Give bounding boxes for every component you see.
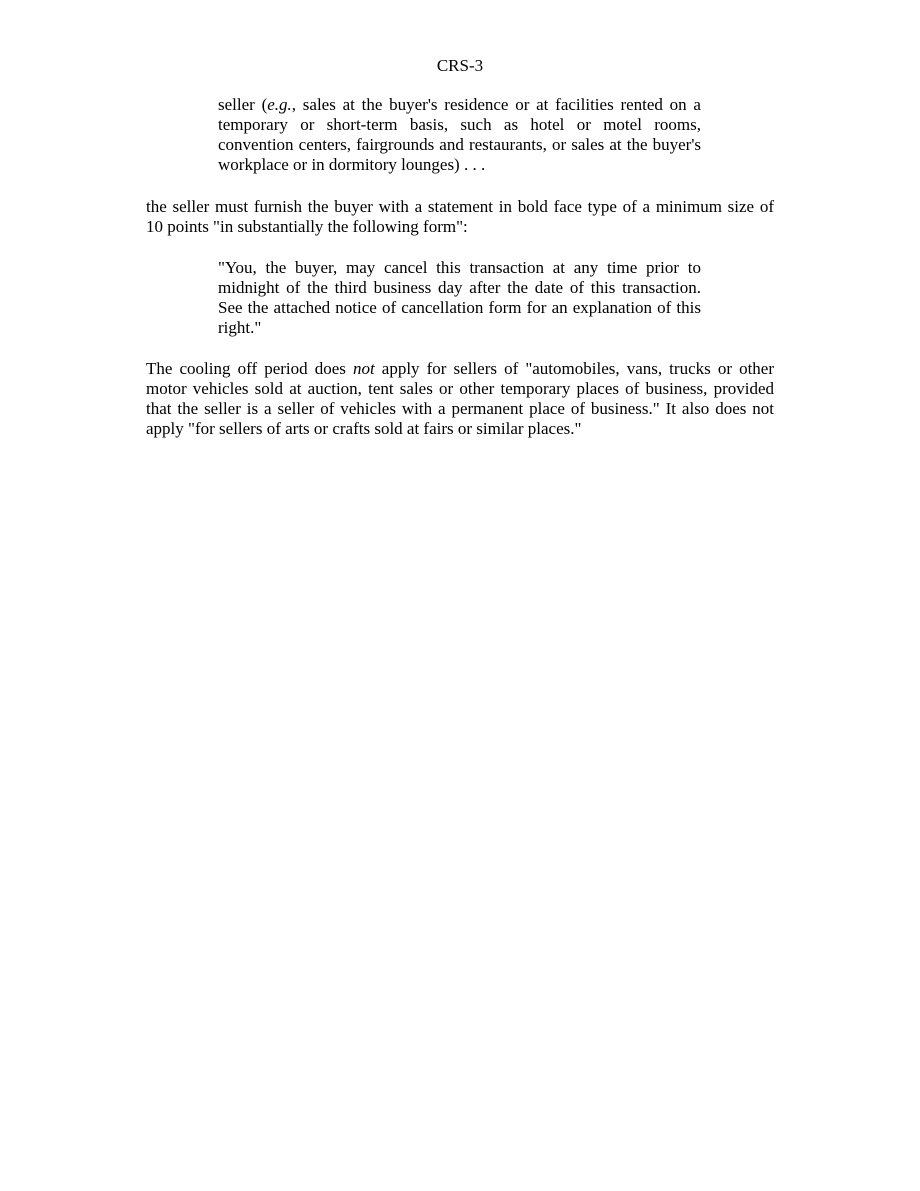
quote-line: temporary or short-term basis, such as hotel or motel rooms, [218,115,701,134]
quote-line: workplace or in dormitory lounges) . . . [218,155,486,174]
paragraph-cooling-off-exceptions [146,359,774,439]
quote-line: right." [218,318,262,337]
quote-line: convention centers, fairgrounds and restaurants, or sales at the buyer's [218,135,701,154]
block-quote-cancellation-notice [218,258,701,338]
italic-abbreviation: e.g. [267,95,292,114]
quote-text-segment: , sales at the buyer's residence or at facilities rented on a [291,95,701,114]
paragraph-line: apply "for sellers of arts or crafts sold at fairs or similar places." [146,419,582,438]
paragraph-line: 10 points "in substantially the following form": [146,217,468,236]
quote-line: "You, the buyer, may cancel this transaction at any time prior to [218,258,701,277]
page-number-header: CRS-3 [436,56,484,75]
paragraph-line: the seller must furnish the buyer with a statement in bold face type of a minimum size of [146,197,774,216]
block-quote-seller-definition [218,95,701,175]
paragraph-text-segment: apply for sellers of "automobiles, vans, trucks or other [374,359,774,378]
paragraph-statement-requirement [146,197,774,237]
quote-line [218,95,701,115]
italic-emphasis: not [352,359,375,378]
paragraph-text-segment: The cooling off period does [146,359,353,378]
quote-line: midnight of the third business day after the date of this transaction. [218,278,701,297]
paragraph-line: that the seller is a seller of vehicles with a permanent place of business." It also does not [146,399,774,418]
paragraph-line [146,359,774,379]
quote-text-segment: seller ( [218,95,268,114]
paragraph-line: motor vehicles sold at auction, tent sales or other temporary places of business, provided [146,379,774,398]
quote-line: See the attached notice of cancellation form for an explanation of this [218,298,701,317]
